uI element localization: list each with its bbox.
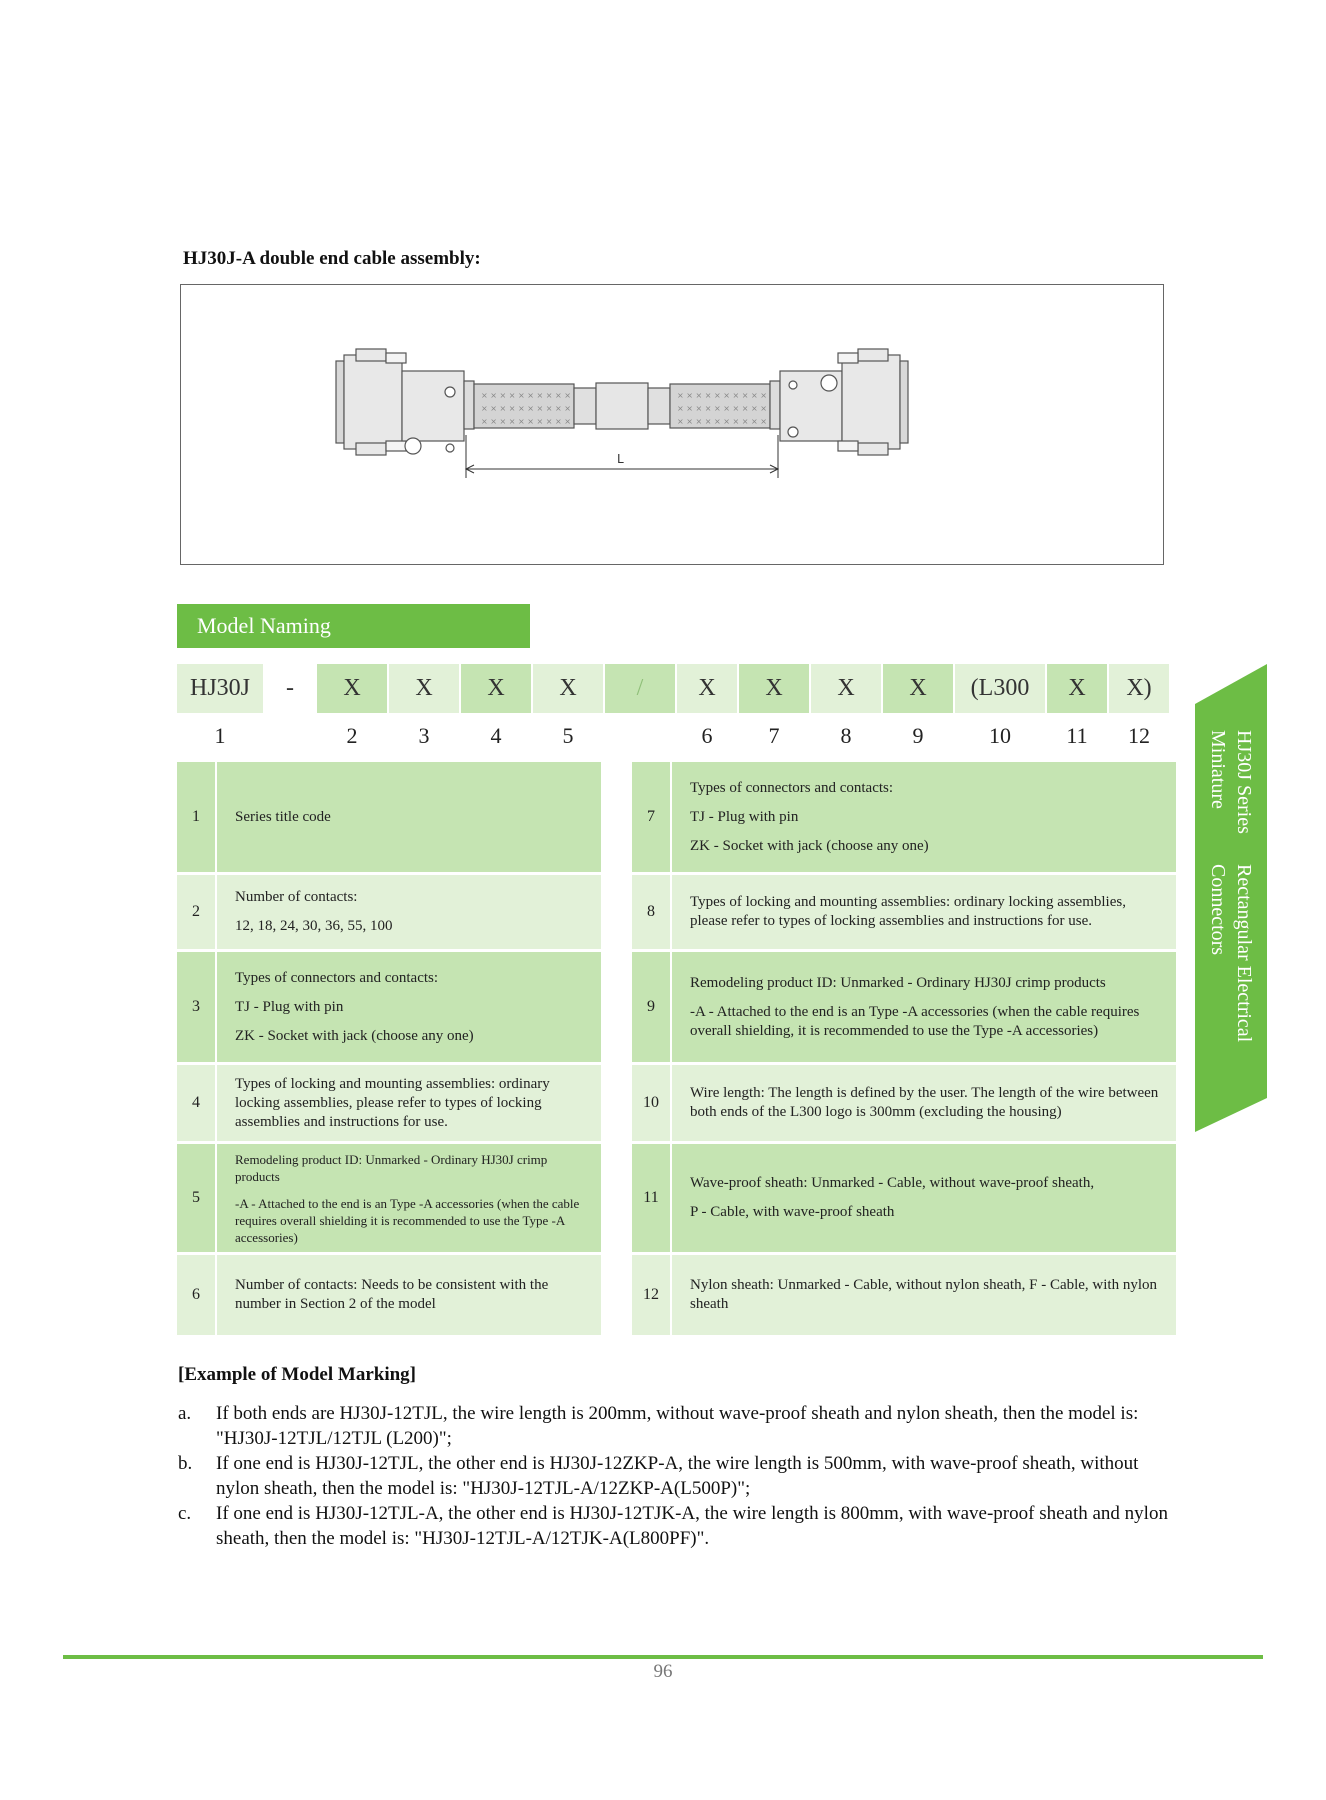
model-code-number: 1 bbox=[214, 723, 226, 748]
description-row bbox=[177, 875, 601, 949]
model-code-number: 11 bbox=[1066, 723, 1088, 748]
example-item bbox=[178, 1401, 1170, 1451]
description-line: Remodeling product ID: Unmarked - Ordinary HJ30J crimp products bbox=[690, 974, 1106, 991]
row-description bbox=[672, 1144, 1176, 1252]
description-line: Types of connectors and contacts: bbox=[690, 779, 894, 796]
model-code-cell: X bbox=[1047, 664, 1107, 713]
model-code-cell: X bbox=[317, 664, 387, 713]
description-line: P - Cable, with wave-proof sheath bbox=[690, 1204, 895, 1220]
row-index: 10 bbox=[632, 1065, 672, 1141]
row-index: 6 bbox=[177, 1255, 217, 1335]
description-row bbox=[177, 952, 601, 1062]
row-description bbox=[217, 952, 601, 1062]
side-tab-text bbox=[1195, 730, 1267, 1060]
model-code-number: 4 bbox=[490, 723, 502, 748]
model-code-cell: HJ30J bbox=[177, 664, 263, 713]
svg-text:× × × × × × × × × ×: × × × × × × × × × × bbox=[677, 391, 767, 400]
row-description bbox=[672, 762, 1176, 872]
model-code-cell: X bbox=[883, 664, 953, 713]
model-code-number: 3 bbox=[418, 723, 430, 748]
row-description bbox=[672, 1065, 1176, 1141]
svg-text:× × × × × × × × × ×: × × × × × × × × × × bbox=[677, 404, 767, 413]
row-index: 9 bbox=[632, 952, 672, 1062]
svg-text:× × × × × × × × × ×: × × × × × × × × × × bbox=[481, 417, 571, 426]
model-code-cell: X bbox=[389, 664, 459, 713]
description-line: Wave-proof sheath: Unmarked - Cable, without wave-proof sheath, bbox=[690, 1175, 1095, 1191]
model-code-cell: X bbox=[533, 664, 603, 713]
model-code-cell: X bbox=[677, 664, 737, 713]
description-line: -A - Attached to the end is an Type -A accessories (when the cable requires overall shielding it is recommended to use the Type -A accessories) bbox=[235, 1195, 580, 1245]
description-line: ZK - Socket with jack (choose any one) bbox=[690, 837, 929, 854]
model-code-cell: X bbox=[739, 664, 809, 713]
row-index: 1 bbox=[177, 762, 217, 872]
row-index: 12 bbox=[632, 1255, 672, 1335]
model-code-cell: (L300 bbox=[955, 664, 1045, 713]
footer-divider bbox=[63, 1655, 1263, 1659]
description-line: Types of locking and mounting assemblies: ordinary locking assemblies, please refer to types of locking assemblies and instructions for use. bbox=[235, 1075, 550, 1130]
description-line: Wire length: The length is defined by the user. The length of the wire between both ends of the L300 logo is 300mm (excluding the housing) bbox=[690, 1085, 1159, 1120]
description-line: Remodeling product ID: Unmarked - Ordinary HJ30J crimp products bbox=[235, 1151, 548, 1184]
dimension-label: L bbox=[617, 452, 624, 466]
example-list bbox=[178, 1401, 1170, 1551]
row-index: 5 bbox=[177, 1144, 217, 1252]
example-label: b. bbox=[178, 1453, 193, 1474]
row-description bbox=[672, 1255, 1176, 1335]
description-line: Types of connectors and contacts: bbox=[235, 969, 439, 986]
description-row bbox=[177, 1065, 601, 1141]
example-label: c. bbox=[178, 1503, 192, 1524]
description-row bbox=[632, 952, 1176, 1062]
row-description bbox=[217, 1065, 601, 1141]
description-row bbox=[632, 1144, 1176, 1252]
model-code-number: 7 bbox=[768, 723, 780, 748]
description-row bbox=[177, 762, 601, 872]
row-index: 7 bbox=[632, 762, 672, 872]
description-line: Types of locking and mounting assemblies: ordinary locking assemblies, please refer to types of locking assemblies and instructions for use. bbox=[690, 894, 1126, 929]
example-text: If one end is HJ30J-12TJL-A, the other end is HJ30J-12TJK-A, the wire length is 800mm, with wave-proof sheath and nylon sheath, then the model is: "HJ30J-12TJL-A/12TJK-A(L800PF)". bbox=[216, 1503, 1168, 1549]
example-title: [Example of Model Marking] bbox=[178, 1364, 417, 1385]
model-code-number: 5 bbox=[562, 723, 574, 748]
row-description bbox=[672, 952, 1176, 1062]
row-index: 4 bbox=[177, 1065, 217, 1141]
side-tab-line1: HJ30J Series Miniature bbox=[1207, 730, 1255, 834]
example-text: If one end is HJ30J-12TJL, the other end is HJ30J-12ZKP-A, the wire length is 500mm, with wave-proof sheath, without nylon sheath, then the model is: "HJ30J-12TJL-A/12ZKP-A(L500P)"; bbox=[216, 1453, 1139, 1499]
row-description bbox=[217, 762, 601, 872]
model-code-number: 9 bbox=[912, 723, 924, 748]
model-code-cell: - bbox=[286, 675, 294, 701]
description-line: Nylon sheath: Unmarked - Cable, without nylon sheath, F - Cable, with nylon sheath bbox=[690, 1277, 1158, 1312]
page-heading: HJ30J-A double end cable assembly: bbox=[183, 248, 481, 269]
row-description bbox=[217, 1144, 601, 1252]
description-line: Number of contacts: bbox=[235, 889, 358, 905]
model-code-number bbox=[605, 721, 675, 751]
model-code-number: 12 bbox=[1128, 723, 1150, 748]
row-index: 2 bbox=[177, 875, 217, 949]
description-row bbox=[177, 1144, 601, 1252]
row-description bbox=[217, 875, 601, 949]
description-line: ZK - Socket with jack (choose any one) bbox=[235, 1027, 474, 1044]
model-code-number: 2 bbox=[346, 723, 358, 748]
example-item bbox=[178, 1451, 1170, 1501]
description-line: TJ - Plug with pin bbox=[690, 808, 799, 825]
page-number: 96 bbox=[653, 1661, 673, 1682]
description-row bbox=[632, 875, 1176, 949]
row-description bbox=[672, 875, 1176, 949]
description-row bbox=[632, 1255, 1176, 1335]
description-line: Series title code bbox=[235, 808, 331, 825]
example-item bbox=[178, 1501, 1170, 1551]
example-label: a. bbox=[178, 1403, 192, 1424]
row-index: 11 bbox=[632, 1144, 672, 1252]
model-code-number bbox=[265, 721, 315, 751]
svg-text:× × × × × × × × × ×: × × × × × × × × × × bbox=[677, 417, 767, 426]
cable-assembly-figure bbox=[180, 284, 1164, 565]
description-row bbox=[632, 762, 1176, 872]
description-row bbox=[632, 1065, 1176, 1141]
row-index: 8 bbox=[632, 875, 672, 949]
description-line: Number of contacts: Needs to be consistent with the number in Section 2 of the model bbox=[235, 1277, 549, 1312]
description-line: TJ - Plug with pin bbox=[235, 998, 344, 1015]
side-tab-line2: Rectangular Electrical Connectors bbox=[1207, 864, 1255, 1043]
svg-text:× × × × × × × × × ×: × × × × × × × × × × bbox=[481, 391, 571, 400]
model-code-cell: X) bbox=[1109, 664, 1169, 713]
model-code-number: 6 bbox=[701, 723, 713, 748]
description-line: -A - Attached to the end is an Type -A accessories (when the cable requires overall shielding, it is recommended to use the Type -A accessories) bbox=[690, 1003, 1140, 1039]
example-text: If both ends are HJ30J-12TJL, the wire length is 200mm, without wave-proof sheath and nylon sheath, then the model is: "HJ30J-12TJL/12TJL (L200)"; bbox=[216, 1403, 1139, 1449]
description-row bbox=[177, 1255, 601, 1335]
section-title: Model Naming bbox=[177, 604, 530, 648]
model-code-cell: X bbox=[811, 664, 881, 713]
row-index: 3 bbox=[177, 952, 217, 1062]
row-description bbox=[217, 1255, 601, 1335]
description-line: 12, 18, 24, 30, 36, 55, 100 bbox=[235, 918, 393, 934]
model-code-number: 8 bbox=[840, 723, 852, 748]
svg-text:× × × × × × × × × ×: × × × × × × × × × × bbox=[481, 404, 571, 413]
model-code-number: 10 bbox=[989, 723, 1011, 748]
cable-assembly-drawing bbox=[181, 285, 1163, 564]
model-code-cell: / bbox=[605, 664, 675, 713]
model-code-cell: X bbox=[461, 664, 531, 713]
